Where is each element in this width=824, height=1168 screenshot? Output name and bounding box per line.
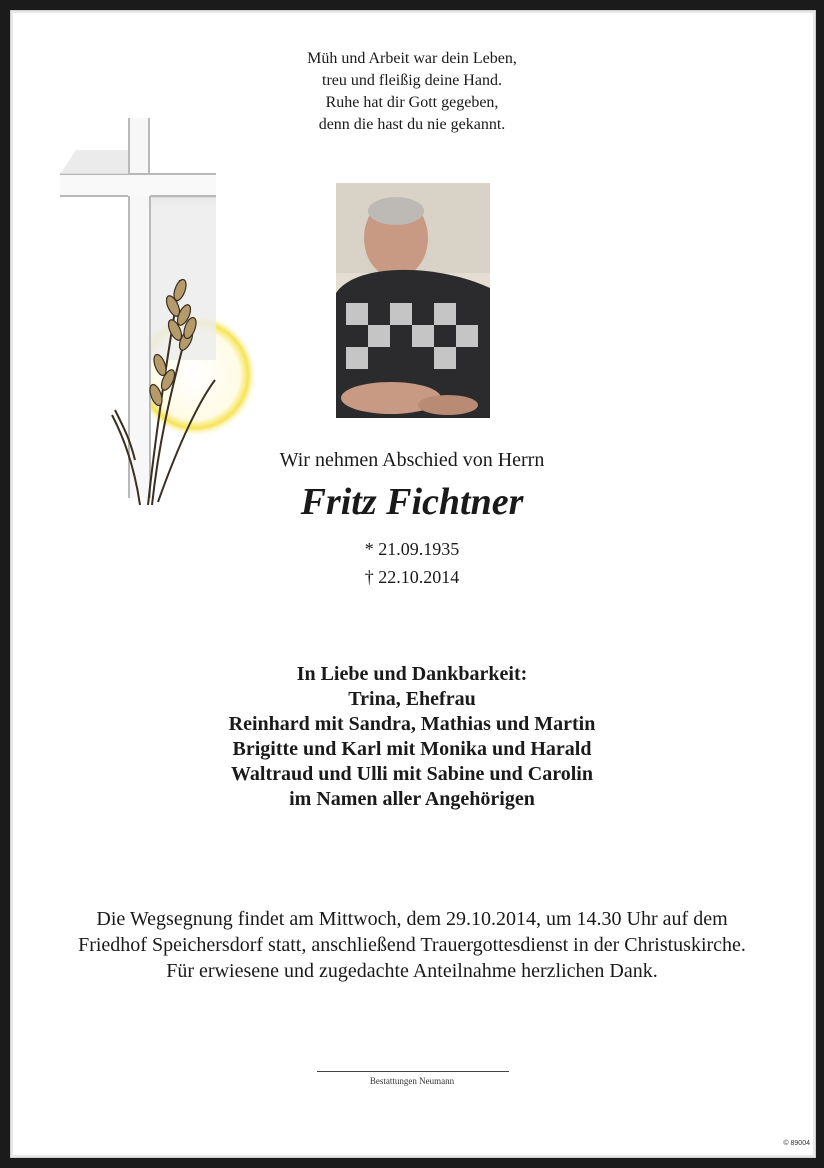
life-dates — [0, 535, 824, 591]
poem-line: treu und fleißig deine Hand. — [322, 72, 502, 89]
deceased-name: Fritz Fichtner — [300, 481, 524, 523]
birth-date: * 21.09.1935 — [364, 539, 460, 559]
poem-line: Müh und Arbeit war dein Leben, — [307, 50, 517, 67]
poem-line: denn die hast du nie gekannt. — [318, 116, 506, 133]
mourner-line: Reinhard mit Sandra, Mathias und Martin — [228, 713, 596, 735]
funeral-notice: Die Wegsegnung findet am Mittwoch, dem 29.10.2014, um 14.30 Uhr auf dem Friedhof Speichersdorf statt, anschließend Trauergottesdienst in der Christuskirche. Für erwiesene und zugedachte Anteilnahme herzlichen Dank. — [78, 908, 746, 982]
signature-line — [317, 1071, 509, 1072]
copyright-mark: © 89004 — [783, 1140, 810, 1147]
undertaker-name: Bestattungen Neumann — [369, 1076, 455, 1086]
mourner-line: im Namen aller Angehörigen — [289, 788, 535, 810]
mourner-line: Waltraud und Ulli mit Sabine und Carolin — [231, 763, 593, 785]
mourner-line: Brigitte und Karl mit Monika und Harald — [232, 738, 592, 760]
death-date: † 22.10.2014 — [364, 567, 460, 587]
portrait-photo — [336, 183, 490, 418]
mourners-list — [0, 662, 824, 812]
farewell-text: Wir nehmen Abschied von Herrn — [279, 449, 545, 471]
poem-line: Ruhe hat dir Gott gegeben, — [325, 94, 499, 111]
mourners-heading: In Liebe und Dankbarkeit: — [296, 663, 528, 685]
mourner-line: Trina, Ehefrau — [348, 688, 476, 710]
